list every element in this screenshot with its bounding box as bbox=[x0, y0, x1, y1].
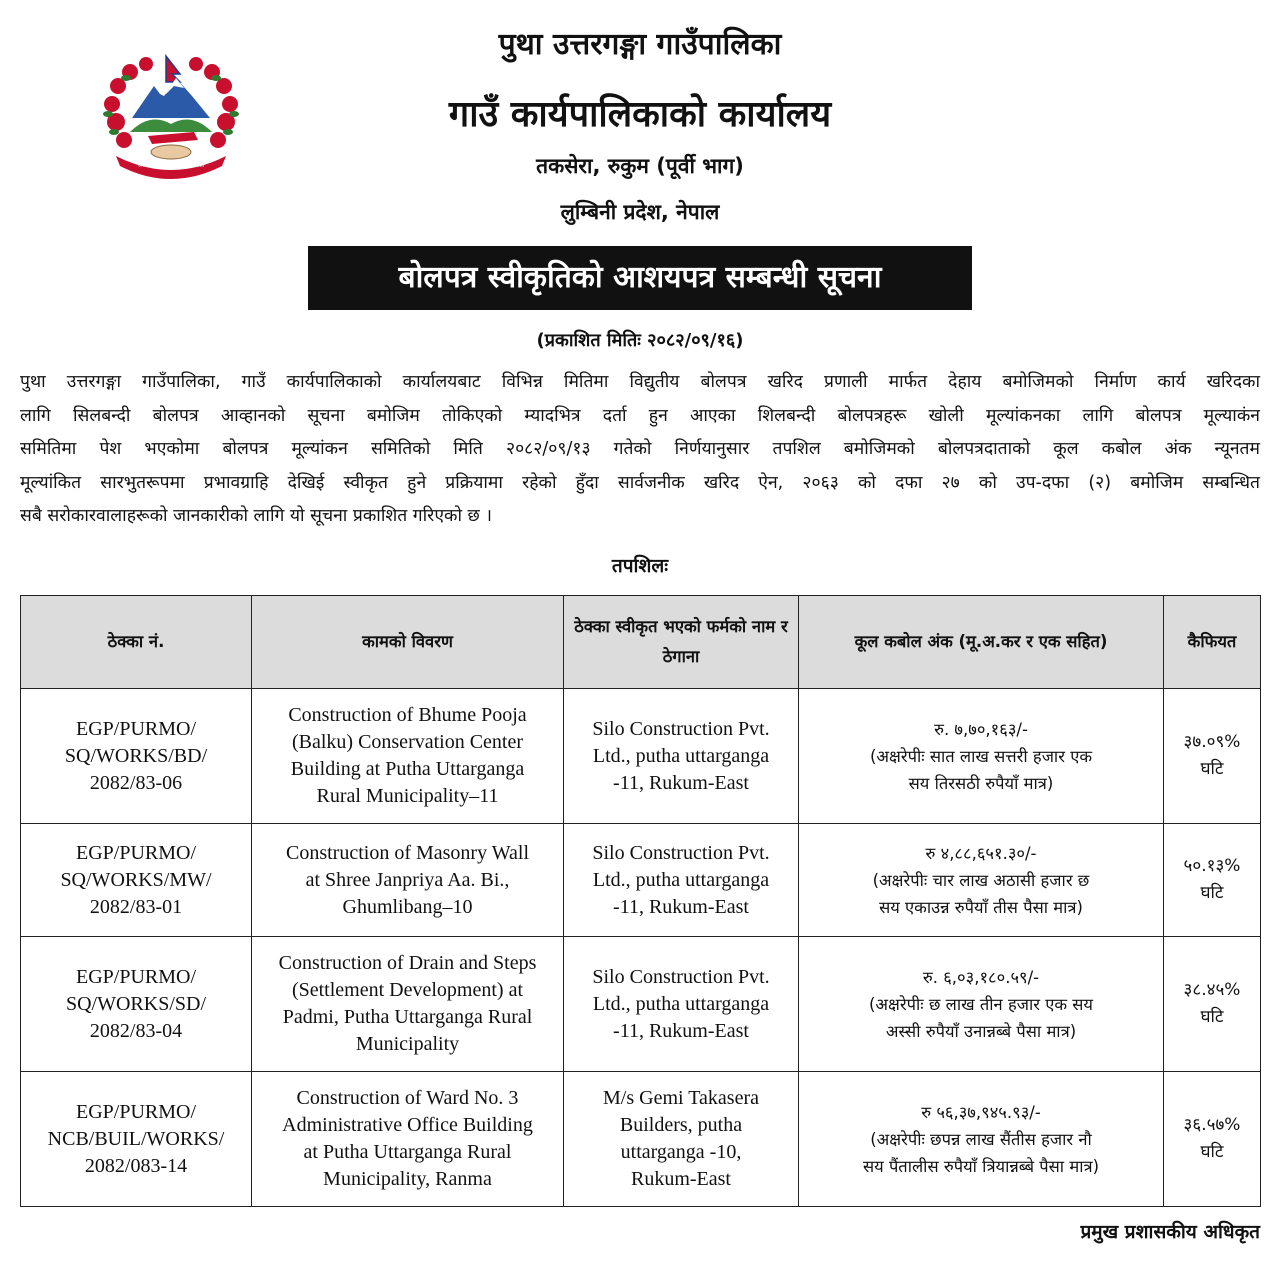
table-row bbox=[21, 689, 1261, 824]
table-row bbox=[21, 1072, 1261, 1207]
cell-remarks: ५०.१३% घटि bbox=[1164, 824, 1261, 937]
header-remarks: कैफियत bbox=[1164, 596, 1261, 689]
details-label: तपशिलः bbox=[611, 555, 669, 577]
header-firm: ठेक्का स्वीकृत भएको फर्मको नाम र ठेगाना bbox=[564, 596, 799, 689]
cell-contract-no: EGP/PURMO/ SQ/WORKS/BD/ 2082/83-06 bbox=[21, 689, 252, 824]
cell-amount: रु. ७,७०,१६३/- (अक्षरेपीः सात लाख सत्तरी हजार एक सय तिरसठी रुपैयाँ मात्र) bbox=[799, 689, 1164, 824]
header-amount: कूल कबोल अंक (मू.अ.कर र एक सहित) bbox=[799, 596, 1164, 689]
address-line-1: तकसेरा, रुकुम (पूर्वी भाग) bbox=[536, 154, 744, 178]
header-contract-no: ठेक्का नं. bbox=[21, 596, 252, 689]
cell-firm: Silo Construction Pvt. Ltd., putha uttarganga -11, Rukum-East bbox=[564, 689, 799, 824]
table-row bbox=[21, 937, 1261, 1072]
office-title: गाउँ कार्यपालिकाको कार्यालय bbox=[448, 94, 832, 135]
cell-description: Construction of Masonry Wall at Shree Janpriya Aa. Bi., Ghumlibang–10 bbox=[252, 824, 564, 937]
cell-contract-no: EGP/PURMO/ NCB/BUIL/WORKS/ 2082/083-14 bbox=[21, 1072, 252, 1207]
notice-title-banner bbox=[308, 246, 972, 310]
cell-description: Construction of Drain and Steps (Settlement Development) at Padmi, Putha Uttarganga Rural Municipality bbox=[252, 937, 564, 1072]
published-date: (प्रकाशित मितिः २०८२/०९/१६) bbox=[536, 330, 744, 351]
table-header-row bbox=[21, 596, 1261, 689]
notice-body-line: समितिमा पेश भएकोमा बोलपत्र मूल्यांकन समितिको मिति २०८२/०९/१३ गतेको निर्णयानुसार तपशिल बमोजिमको बोलपत्रदाताको कूल कबोल अंक न्यूनतम bbox=[20, 439, 1260, 460]
cell-description: Construction of Ward No. 3 Administrative Office Building at Putha Uttarganga Rural Municipality, Ranma bbox=[252, 1072, 564, 1207]
notice-body bbox=[20, 366, 1260, 534]
emblem-motto: जननी जन्मभूमिश्च स्वर्गादपि गरीयसी bbox=[137, 163, 205, 169]
notice-body-line: पुथा उत्तरगङ्गा गाउँपालिका, गाउँ कार्यपालिकाको कार्यालयबाट विभिन्न मितिमा विद्युतीय बोलपत्र खरिद प्रणाली मार्फत देहाय बमोजिमको निर्माण कार्य खरिदका bbox=[20, 372, 1260, 392]
cell-firm: Silo Construction Pvt. Ltd., putha uttarganga -11, Rukum-East bbox=[564, 824, 799, 937]
cell-contract-no: EGP/PURMO/ SQ/WORKS/SD/ 2082/83-04 bbox=[21, 937, 252, 1072]
cell-firm: M/s Gemi Takasera Builders, putha uttarganga -10, Rukum-East bbox=[564, 1072, 799, 1207]
notice-title: बोलपत्र स्वीकृतिको आशयपत्र सम्बन्धी सूचना bbox=[398, 260, 882, 295]
cell-remarks: ३७.०९% घटि bbox=[1164, 689, 1261, 824]
signature-designation: प्रमुख प्रशासकीय अधिकृत bbox=[1080, 1221, 1260, 1243]
cell-amount: रु ४,८८,६५१.३०/- (अक्षरेपीः चार लाख अठासी हजार छ सय एकाउन्न रुपैयाँ तीस पैसा मात्र) bbox=[799, 824, 1164, 937]
cell-firm: Silo Construction Pvt. Ltd., putha uttarganga -11, Rukum-East bbox=[564, 937, 799, 1072]
cell-amount: रु. ६,०३,१८०.५९/- (अक्षरेपीः छ लाख तीन हजार एक सय अस्सी रुपैयाँ उनान्नब्बे पैसा मात्र) bbox=[799, 937, 1164, 1072]
cell-contract-no: EGP/PURMO/ SQ/WORKS/MW/ 2082/83-01 bbox=[21, 824, 252, 937]
cell-remarks: ३६.५७% घटि bbox=[1164, 1072, 1261, 1207]
tender-table bbox=[20, 595, 1261, 1207]
municipality-title: पुथा उत्तरगङ्गा गाउँपालिका bbox=[498, 27, 782, 62]
address-line-2: लुम्बिनी प्रदेश, नेपाल bbox=[560, 200, 720, 224]
notice-body-line: मूल्यांकित सारभुतरूपमा प्रभावग्राहि देखिई स्वीकृत हुने प्रक्रियामा रहेको हुँदा सार्वजनीक खरिद ऐन, २०६३ को दफा २७ को उप-दफा (२) बमोजिम सम्बन्धित bbox=[20, 472, 1260, 493]
header-description: कामको विवरण bbox=[252, 596, 564, 689]
cell-description: Construction of Bhume Pooja (Balku) Conservation Center Building at Putha Uttarganga Rural Municipality–11 bbox=[252, 689, 564, 824]
notice-body-line: लागि सिलबन्दी बोलपत्र आव्हानको सूचना बमोजिम तोकिएको म्यादभित्र दर्ता हुन आएका शिलबन्दी बोलपत्रहरू खोली मूल्यांकनका लागि बोलपत्र मूल्याकंन bbox=[20, 405, 1260, 426]
cell-amount: रु ५६,३७,९४५.९३/- (अक्षरेपीः छपन्न लाख सैंतीस हजार नौ सय पैंतालीस रुपैयाँ त्रियान्नब्बे पैसा मात्र) bbox=[799, 1072, 1164, 1207]
notice-body-line: सबै सरोकारवालाहरूको जानकारीको लागि यो सूचना प्रकाशित गरिएको छ । bbox=[20, 506, 493, 527]
table-row bbox=[21, 824, 1261, 937]
cell-remarks: ३८.४५% घटि bbox=[1164, 937, 1261, 1072]
